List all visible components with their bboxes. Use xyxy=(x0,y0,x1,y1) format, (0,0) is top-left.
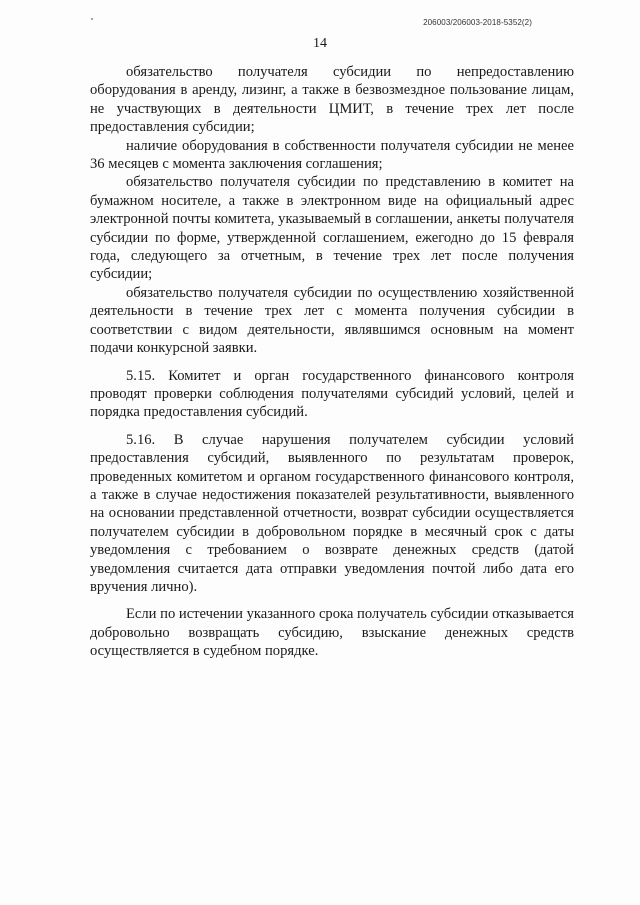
paragraph-court-recovery: Если по истечении указанного срока получатель субсидии отказывается добровольно возвращать субсидию, взыскание денежных средств осуществляется в судебном порядке. xyxy=(90,606,574,660)
paragraph-obligation-activity: обязательство получателя субсидии по осуществлению хозяйственной деятельности в течение трех лет с момента получения субсидии в соответствии с видом деятельности, являвшимся основным на момент подачи конкурсной заявки. xyxy=(90,284,574,357)
page-number: 14 xyxy=(313,36,327,51)
paragraph-equipment-ownership: наличие оборудования в собственности получателя субсидии не менее 36 месяцев с момента заключения соглашения; xyxy=(90,137,574,173)
scan-speck xyxy=(91,18,93,20)
paragraph-5-15: 5.15. Комитет и орган государственного финансового контроля проводят проверки соблюдения получателями субсидий условий, целей и порядка предоставления субсидий. xyxy=(90,367,574,421)
paragraph-obligation-no-lease: обязательство получателя субсидии по непредоставлению оборудования в аренду, лизинг, а также в безвозмездное пользование лицам, не участвующих в деятельности ЦМИТ, в течение трех лет после предоставления субсидии; xyxy=(90,64,574,136)
document-code: 206003/206003-2018-5352(2) xyxy=(423,18,532,27)
paragraph-5-16: 5.16. В случае нарушения получателем субсидии условий предоставления субсидий, выявленного по результатам проверок, проведенных комитетом и органом государственного финансового контроля, а также в случае недостижения показателей результативности, выявленного на основании представленной отчетности, возврат субсидии осуществляется получателем субсидии в добровольном порядке в месячный срок с даты уведомления с требованием о возврате денежных средств (датой уведомления считается дата отправки уведомления почтой либо дата его вручения лично). xyxy=(90,431,574,595)
paragraph-obligation-reporting: обязательство получателя субсидии по представлению в комитет на бумажном носителе, а также в электронном виде на официальный адрес электронной почты комитета, указываемый в соглашении, анкеты получателя субсидии по форме, утвержденной соглашением, ежегодно до 15 февраля года, следующего за отчетным, в течение трех лет после получения субсидии; xyxy=(90,174,574,283)
document-body xyxy=(90,63,574,661)
